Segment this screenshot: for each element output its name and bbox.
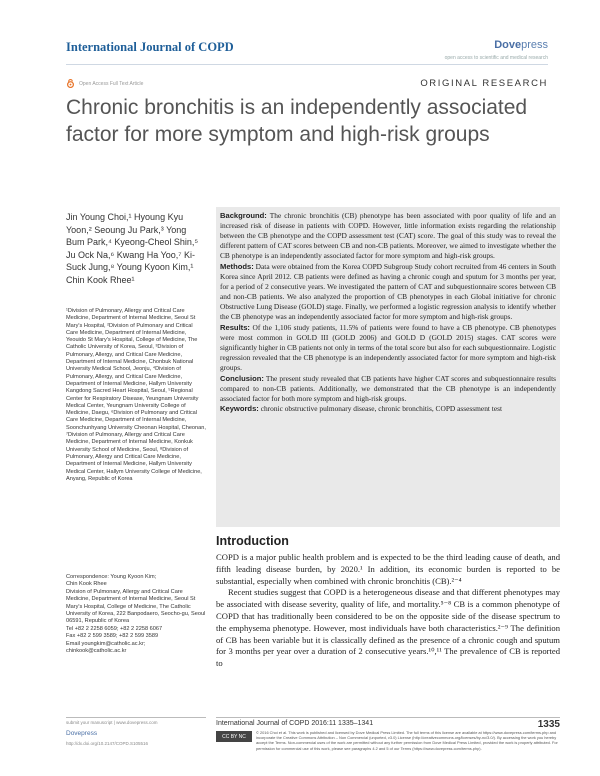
abstract-conclusion: [220, 374, 556, 404]
results-label: Results:: [220, 322, 250, 332]
abstract-results: [220, 323, 556, 373]
publisher-logo-bold: Dove: [494, 39, 522, 51]
correspondence-fax: Fax +82 2 599 3589; +82 2 599 3589: [66, 633, 159, 640]
open-access-label: Open Access Full Text Article: [79, 80, 144, 87]
license-text: © 2016 Choi et al. This work is published and licensed by Dove Medical Press Limited. The full terms of this license are available at https://www.dovepress.com/terms.php and incorporate the Creative Commons Attribution – Non Commercial (unported, v3.0) License (http://creativecommons.org/licenses/by-nc/3.0/). By accessing the work you hereby accept the Terms. Non-commercial uses of the work are permitted without any further permission from Dove Medical Press Limited, provided the work is properly attributed. For permission for commercial use of this work, please see paragraphs 4.2 and 5 of our Terms (https://www.dovepress.com/terms.php).: [256, 730, 558, 751]
abstract-methods: [220, 262, 556, 323]
correspondence-email1[interactable]: Email youngkim@catholic.ac.kr;: [66, 640, 146, 647]
footer-divider-left: [66, 717, 206, 718]
background-label: Background:: [220, 211, 267, 220]
correspondence-tel: Tel +82 2 2258 6059; +82 2 2258 6067: [66, 625, 163, 632]
journal-title: International Journal of COPD: [66, 40, 234, 54]
publisher-tagline: open access to scientific and medical research: [444, 55, 548, 61]
correspondence-line2: Chin Kook Rhee: [66, 581, 107, 588]
publisher-logo: [494, 39, 548, 51]
publisher-logo-rest: press: [521, 39, 548, 51]
conclusion-label: Conclusion:: [220, 373, 264, 383]
page-number: 1335: [537, 719, 560, 730]
methods-text: Data were obtained from the Korea COPD Subgroup Study cohort recruited from 46 centers in South Korea since April 2012. CB patients were defined as having a chronic cough and sputum for 3 months per year, for a period of 2 consecutive years. We investigated the pattern of CAT and subquestionnaire scores between CB and non-CB patients. We also analyzed the proportion of CB phenotypes in each Global initiative for chronic Obstructive Lung Disease (GOLD) stage. Finally, we performed a logistic regression analysis to identify whether the CB phenotype was an independently associated factor for more symptom and high-risk groups.: [220, 261, 556, 322]
author-list: Jin Young Choi,¹ Hyoung Kyu Yoon,² Seoung Ju Park,³ Yong Bum Park,⁴ Kyeong-Cheol Shin,⁵ Ju Ock Na,⁶ Kwang Ha Yoo,⁷ Ki-Suck Jung,⁸ Young Kyoon Kim,¹ Chin Kook Rhee¹: [66, 212, 199, 285]
article-title: Chronic bronchitis is an independently associated factor for more symptom and high-risk groups: [66, 96, 528, 146]
article-type: ORIGINAL RESEARCH: [420, 78, 548, 89]
abstract-keywords: [220, 404, 556, 414]
results-text: Of the 1,106 study patients, 11.5% of patients were found to have a CB phenotype. CB phenotypes were most common in GOLD III (GOLD 2006) and GOLD D (GOLD 2015) stages. CAT scores were significantly higher in CB patients not only in terms of the total score but also for each subquestionnaire. Logistic regression revealed that the CB phenotype is an independently associated factor for more symptom and high-risk groups.: [220, 322, 556, 373]
correspondence-address: Division of Pulmonary, Allergy and Critical Care Medicine, Department of Internal Medicine, Seoul St Mary's Hospital, College of Medicine, The Catholic University of Korea, 222 Banpodaero, Seocho-gu, Seoul 06591, Republic of Korea: [66, 588, 206, 625]
methods-label: Methods:: [220, 261, 254, 271]
abstract-background: [220, 211, 556, 261]
header-divider: [66, 64, 548, 65]
open-access-lock-icon: [66, 79, 75, 88]
citation: International Journal of COPD 2016:11 1335–1341: [216, 720, 374, 727]
keywords-label: Keywords:: [220, 404, 259, 414]
introduction-heading: Introduction: [216, 534, 289, 548]
correspondence-email2[interactable]: chinkook@catholic.ac.kr: [66, 648, 127, 655]
background-text: The chronic bronchitis (CB) phenotype has been associated with poor quality of life and an increased risk of disease in patients with COPD. However, little information exists regarding the relationship between the CB phenotype and the COPD assessment test (CAT) score. The goal of this study was to reveal the different pattern of CAT scores between CB and non-CB patients. Moreover, we aimed to investigate whether the CB phenotype is an independently associated factor for more symptom and high-risk groups.: [220, 211, 556, 261]
introduction-body: [216, 552, 560, 670]
footer-publisher-logo: Dovepress: [66, 730, 98, 737]
footer-divider-right: [216, 717, 560, 718]
doi-link[interactable]: http://dx.doi.org/10.2147/COPD.S105516: [66, 741, 149, 746]
keywords-text: chronic obstructive pulmonary disease, chronic bronchitis, COPD assessment test: [260, 404, 503, 414]
submit-link[interactable]: submit your manuscript | www.dovepress.com: [66, 720, 158, 725]
abstract-text: [220, 211, 556, 415]
correspondence: [66, 574, 206, 655]
conclusion-text: The present study revealed that CB patients have higher CAT scores and subquestionnaire results compared to non-CB patients. Additionally, we demonstrated that the CB phenotype is an independently associated factor for both more symptom and high-risk groups.: [220, 373, 557, 403]
cc-license-badge[interactable]: CC BY NC: [216, 731, 252, 742]
correspondence-line1: Correspondence: Young Kyoon Kim;: [66, 574, 157, 580]
open-access-badge: [66, 79, 143, 88]
affiliations: ¹Division of Pulmonary, Allergy and Critical Care Medicine, Department of Internal Medicine, Seoul St Mary's Hospital, ²Division of Pulmonary and Critical Care Medicine, Department of Internal Medicine, Yeouido St Mary's Hospital, College of Medicine, The Catholic University of Korea, Seoul, ³Division of Pulmonary, Allergy, and Critical Care Medicine, Department of Internal Medicine, Chonbuk National University Medical School, Jeonju, ⁴Division of Pulmonary, Allergy, and Critical Care Medicine, Department of Internal Medicine, Hallym University Kangdong Sacred Heart Hospital, Seoul, ⁵Regional Center for Respiratory Disease, Yeungnam University Medical Center, Yeungnam University College of Medicine, Daegu, ⁶Division of Pulmonary and Critical Care Medicine, Department of Internal Medicine, Soonchunhyang University Cheonan Hospital, Cheonan, ⁷Division of Pulmonary, Allergy and Critical Care Medicine, Department of Internal Medicine, Konkuk University School of Medicine, Seoul, ⁸Division of Pulmonary, Allergy and Critical Care Medicine, Department of Internal Medicine, Hallym University Medical Center, Hallym University College of Medicine, Anyang, Republic of Korea: [66, 308, 206, 482]
introduction-paragraph-1: COPD is a major public health problem and is expected to be the third leading cause of death, and fifth leading disease burden, by 2020.¹ In addition, its economic burden is reported to be substantial, especially when combined with chronic bronchitis (CB).²⁻⁴: [216, 552, 560, 586]
introduction-paragraph-2: Recent studies suggest that COPD is a heterogeneous disease and that different phenotypes may be associated with disease severity, quality of life, and mortality.⁵⁻⁸ CB is a common phenotype of COPD that has traditionally been considered to be on the opposite side of the disease spectrum to the emphysema phenotype. However, most individuals have both characteristics.²⁻⁹ The definition of CB has been variable but it is classically defined as the presence of a chronic cough and sputum for 3 months per year over a duration of 2 consecutive years.¹⁰,¹¹ The prevalence of CB is reported to: [216, 587, 560, 669]
